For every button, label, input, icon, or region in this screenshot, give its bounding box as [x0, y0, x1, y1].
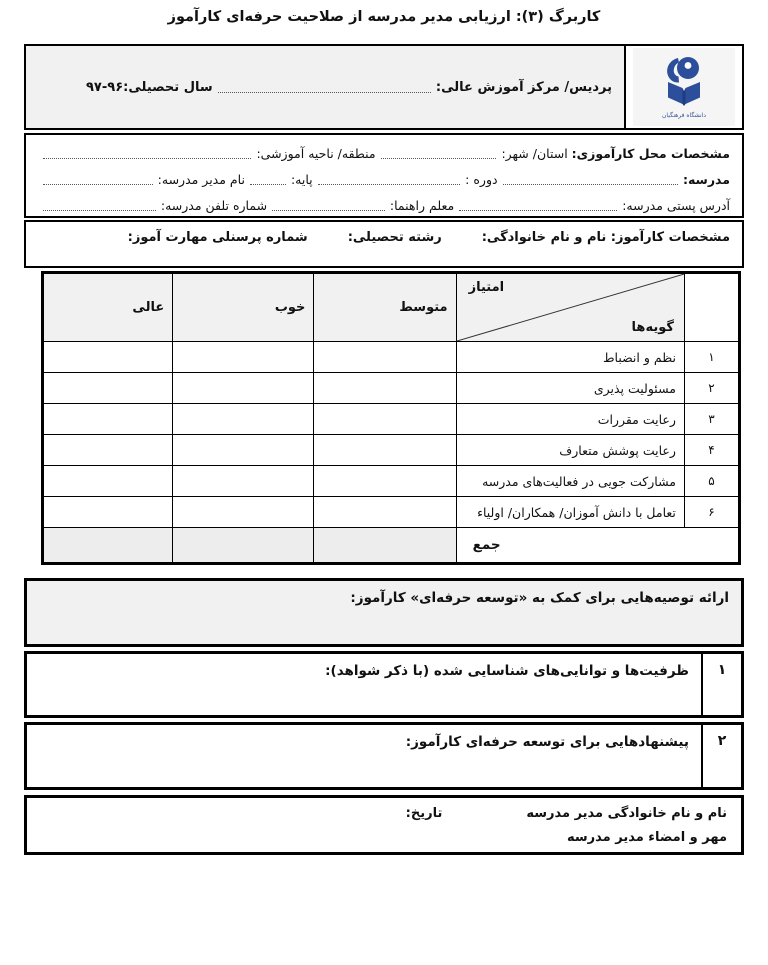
date-label: تاریخ: — [405, 806, 443, 821]
score-cell[interactable] — [314, 497, 456, 528]
capacities-heading[interactable]: ظرفیت‌ها و توانایی‌های شناسایی شده (با ذکر شواهد): — [325, 663, 689, 679]
row-number: ۴ — [684, 435, 739, 466]
mentor-teacher-label: معلم راهنما: — [389, 197, 455, 213]
school-fill-line[interactable] — [503, 173, 678, 185]
score-cell[interactable] — [173, 497, 314, 528]
academic-year-label: سال تحصیلی:۹۶-۹۷ — [86, 79, 213, 95]
score-cell[interactable] — [173, 373, 314, 404]
signature-line — [41, 806, 727, 821]
province-fill-line[interactable] — [381, 147, 497, 159]
score-cell[interactable] — [314, 435, 456, 466]
column-header-good: خوب — [173, 273, 314, 342]
university-logo-icon — [633, 48, 735, 126]
score-cell[interactable] — [173, 342, 314, 373]
table-header-row — [43, 273, 740, 342]
score-cell[interactable] — [173, 435, 314, 466]
campus-fill-line[interactable] — [218, 81, 431, 93]
score-cell[interactable] — [43, 435, 173, 466]
school-phone-label: شماره تلفن مدرسه: — [160, 197, 268, 213]
trainee-box — [24, 220, 744, 268]
score-cell[interactable] — [43, 497, 173, 528]
recommendations-heading: ارائه توصیه‌هایی برای کمک به «توسعه حرفه‌ای» کارآموز: — [350, 590, 729, 606]
diagonal-header-cell — [456, 273, 684, 342]
row-number: ۱ — [684, 342, 739, 373]
logo-caption: دانشگاه فرهنگیان — [661, 112, 707, 119]
form-sheet — [0, 9, 768, 965]
score-cell[interactable] — [43, 404, 173, 435]
table-row — [43, 497, 740, 528]
suggestions-section-box — [24, 722, 744, 790]
sum-cell[interactable] — [43, 528, 173, 564]
header-box — [24, 44, 744, 130]
items-axis-label: گویه‌ها — [631, 320, 674, 335]
column-header-average: متوسط — [314, 273, 456, 342]
score-cell[interactable] — [173, 466, 314, 497]
sum-row — [43, 528, 740, 564]
table-row — [43, 435, 740, 466]
sum-label: جمع — [456, 528, 739, 564]
grade-fill-line[interactable] — [250, 173, 286, 185]
province-city-label: استان/ شهر: — [501, 145, 568, 161]
sum-cell[interactable] — [173, 528, 314, 564]
score-cell[interactable] — [314, 404, 456, 435]
farhangian-emblem-icon — [661, 55, 707, 111]
row-number: ۵ — [684, 466, 739, 497]
placement-box — [24, 133, 744, 218]
placement-row-location — [38, 140, 730, 166]
stamp-signature-label: مهر و امضاء مدیر مدرسه — [567, 830, 727, 845]
page-title: کاربرگ (۳): ارزیابی مدیر مدرسه از صلاحیت حرفه‌ای کارآموز — [167, 9, 601, 25]
placement-heading: مشخصات محل کارآموزی: — [571, 145, 730, 161]
score-cell[interactable] — [43, 342, 173, 373]
score-cell[interactable] — [43, 373, 173, 404]
mentor-fill-line[interactable] — [272, 199, 385, 211]
header-fields — [26, 46, 624, 128]
row-number: ۳ — [684, 404, 739, 435]
period-label: دوره : — [465, 171, 498, 187]
column-header-excellent: عالی — [43, 273, 173, 342]
score-axis-label: امتیاز — [468, 280, 505, 295]
placement-row-address — [38, 192, 730, 218]
score-cell[interactable] — [173, 404, 314, 435]
school-label: مدرسه: — [682, 171, 730, 187]
score-cell[interactable] — [314, 342, 456, 373]
capacities-section-box — [24, 651, 744, 718]
score-cell[interactable] — [314, 466, 456, 497]
recommendations-box — [24, 578, 744, 647]
criterion-label: مشارکت جویی در فعالیت‌های مدرسه — [456, 466, 684, 497]
section-number: ۱ — [701, 654, 741, 715]
table-row — [43, 404, 740, 435]
principal-name-label: نام مدیر مدرسه: — [157, 171, 245, 187]
criterion-label: رعایت پوشش متعارف — [456, 435, 684, 466]
district-fill-line[interactable] — [43, 147, 251, 159]
campus-label: پردیس/ مرکز آموزش عالی: — [435, 79, 612, 95]
principal-fill-line[interactable] — [43, 173, 153, 185]
suggestions-heading[interactable]: پیشنهادهایی برای توسعه حرفه‌ای کارآموز: — [405, 734, 689, 750]
table-row — [43, 373, 740, 404]
row-number-header-cell — [684, 273, 739, 342]
postal-address-label: آدرس پستی مدرسه: — [622, 197, 730, 213]
criterion-label: تعامل با دانش آموزان/ همکاران/ اولیاء — [456, 497, 684, 528]
criterion-label: مسئولیت پذیری — [456, 373, 684, 404]
table-row — [43, 466, 740, 497]
period-fill-line[interactable] — [318, 173, 461, 185]
phone-fill-line[interactable] — [43, 199, 156, 211]
score-cell[interactable] — [314, 373, 456, 404]
placement-row-school — [38, 166, 730, 192]
row-number: ۶ — [684, 497, 739, 528]
sum-cell[interactable] — [314, 528, 456, 564]
signature-box — [24, 795, 744, 855]
logo-cell — [624, 46, 742, 128]
personnel-number-label: شماره پرسنلی مهارت آموز: — [127, 230, 308, 245]
section-number: ۲ — [701, 725, 741, 787]
criterion-label: نظم و انضباط — [456, 342, 684, 373]
address-fill-line[interactable] — [459, 199, 617, 211]
grade-label: پایه: — [290, 171, 313, 187]
criterion-label: رعایت مقررات — [456, 404, 684, 435]
row-number: ۲ — [684, 373, 739, 404]
score-cell[interactable] — [43, 466, 173, 497]
district-label: منطقه/ ناحیه آموزشی: — [256, 145, 376, 161]
trainee-name-label: مشخصات کارآموز: نام و نام خانوادگی: — [481, 230, 730, 245]
table-row — [43, 342, 740, 373]
principal-fullname-label: نام و نام خانوادگی مدیر مدرسه — [526, 806, 727, 821]
evaluation-table — [41, 271, 741, 565]
study-field-label: رشته تحصیلی: — [347, 230, 442, 245]
